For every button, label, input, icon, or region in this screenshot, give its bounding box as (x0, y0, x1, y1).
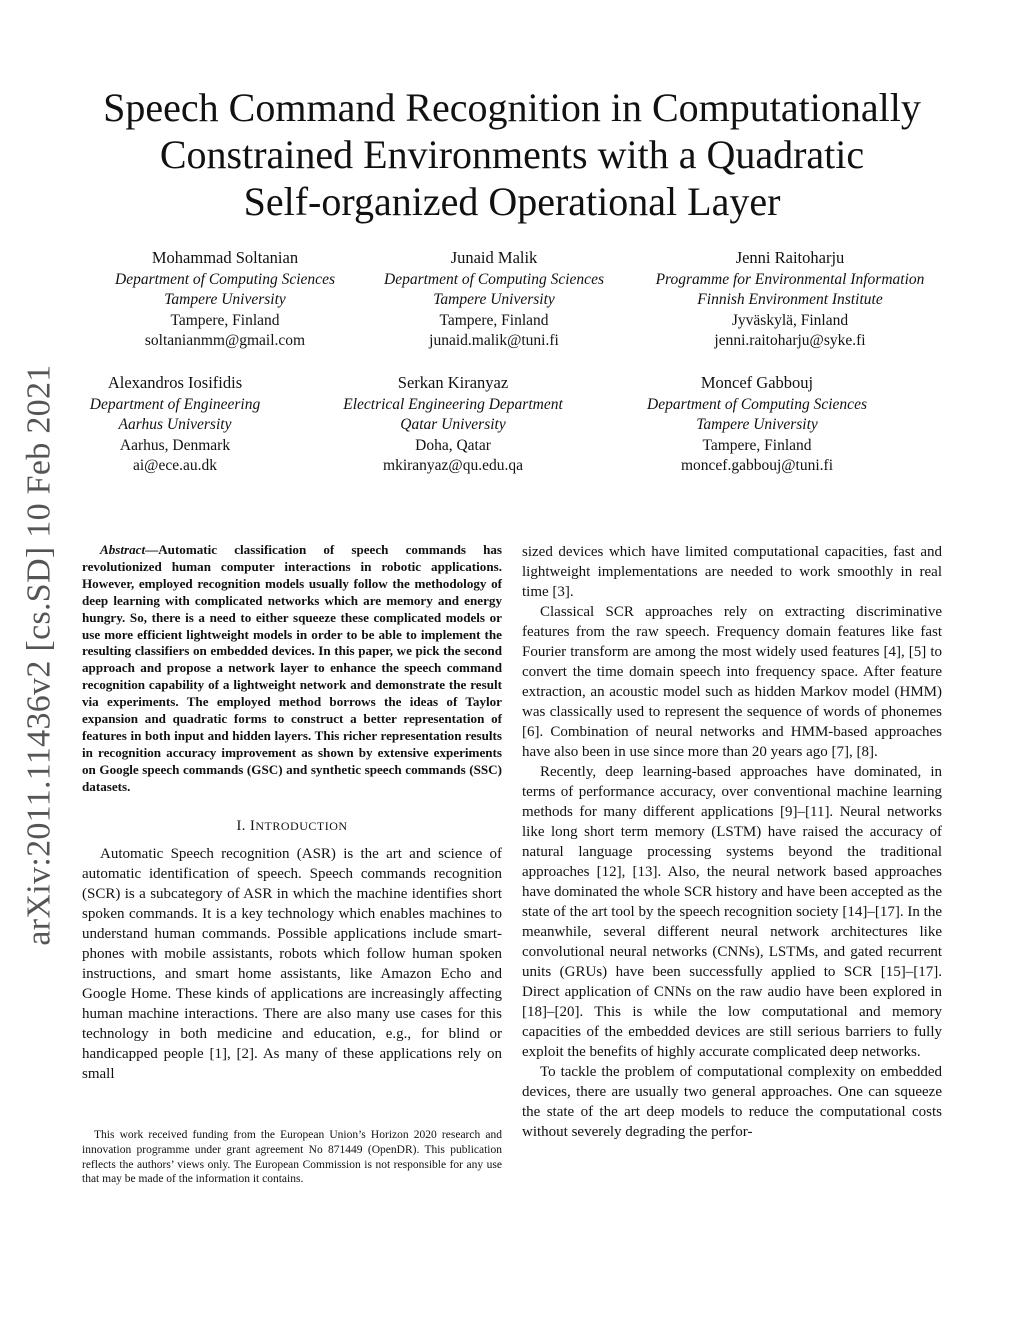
author-email: soltanianmm@gmail.com (144, 332, 306, 350)
author-department: Department of Computing Sciences (115, 270, 335, 288)
author-location: Tampere, Finland (702, 436, 812, 454)
author-institution: Aarhus University (118, 416, 232, 434)
author-email: junaid.malik@tuni.fi (429, 332, 559, 350)
author-institution: Finnish Environment Institute (697, 291, 883, 309)
author-location: Jyväskylä, Finland (731, 311, 849, 329)
author-block (75, 248, 375, 352)
author-block (607, 373, 907, 477)
author-location: Tampere, Finland (439, 311, 549, 329)
section-heading (82, 816, 502, 836)
author-department: Department of Computing Sciences (384, 270, 604, 288)
author-email: jenni.raitoharju@syke.fi (714, 332, 866, 350)
paper-title (80, 84, 944, 225)
author-email: moncef.gabbouj@tuni.fi (680, 457, 834, 475)
author-institution: Tampere University (164, 291, 286, 309)
author-location: Aarhus, Denmark (119, 436, 231, 454)
section-title-rest: NTRODUCTION (255, 818, 348, 833)
abstract-text: Automatic classification of speech commands has revolutionized human computer interactions in robotic applications. However, employed recognition models usually follow the methodology of deep learning with complicated networks which are memory and energy hungry. So, there is a need to either squeeze these complicated models or use more efficient lightweight models in order to be able to implement the resulting classifiers on embedded devices. In this paper, we pick the second approach and propose a network layer to enhance the speech command recognition capability of a lightweight network and demonstrate the result via experiments. The employed method borrows the ideas of Taylor expansion and quadratic forms to construct a better representation of features in both input and hidden layers. This richer representation results in recognition accuracy improvement as shown by extensive experiments on Google speech commands (GSC) and synthetic speech commands (SSC) datasets. (82, 542, 502, 794)
funding-footnote: This work received funding from the European Union’s Horizon 2020 research and innovation programme under grant agreement No 871449 (OpenDR). This publication reflects the authors’ views only. The European Commission is not responsible for any use that may be made of the information it contains. (82, 1129, 502, 1186)
section-number: I. (236, 817, 251, 834)
author-location: Doha, Qatar (415, 436, 491, 454)
body-paragraph: sized devices which have limited computational capacities, fast and lightweight implementations are needed to work smoothly in real time [3]. (522, 544, 942, 600)
abstract-dash: — (145, 542, 159, 557)
author-name: Junaid Malik (450, 248, 538, 267)
title-line: Constrained Environments with a Quadratic (159, 132, 865, 177)
author-name: Mohammad Soltanian (151, 248, 299, 267)
body-paragraph: To tackle the problem of computational complexity on embedded devices, there are usually two general approaches. One can squeeze the state of the art deep models to reduce the computational costs without severely degrading the perfor- (522, 1064, 942, 1140)
author-institution: Qatar University (400, 416, 506, 434)
author-institution: Tampere University (696, 416, 818, 434)
author-name: Alexandros Iosifidis (107, 373, 243, 392)
body-paragraph: Recently, deep learning-based approaches have dominated, in terms of performance accuracy, over conventional machine learning methods for many different applications [9]–[11]. Neural networks like long short term memory (LSTM) have raised the accuracy of natural language processing systems beyond the traditional approaches [12], [13]. Also, the neural network based approaches have dominated the whole SCR history and have been accepted as the state of the art tool by the speech recognition society [14]–[17]. In the meanwhile, several different neural network architectures like convolutional neural networks (CNNs), LSTMs, and gated recurrent units (GRUs) have been successfully applied to SCR [15]–[17]. Direct application of CNNs on the raw audio have been explored in [18]–[20]. This is while the low computational and memory capacities of the embedded devices are still serious barriers to fully exploit the benefits of highly accurate complicated deep networks. (522, 764, 942, 1060)
author-name: Moncef Gabbouj (700, 373, 814, 392)
author-department: Department of Computing Sciences (647, 395, 867, 413)
author-name: Serkan Kiranyaz (397, 373, 509, 392)
author-department: Programme for Environmental Information (655, 270, 925, 288)
abstract-label: Abstract (100, 542, 146, 557)
author-department: Department of Engineering (89, 395, 261, 413)
title-line: Self-organized Operational Layer (243, 179, 781, 224)
abstract (82, 542, 502, 796)
author-email: ai@ece.au.dk (133, 457, 217, 475)
author-department: Electrical Engineering Department (343, 395, 563, 413)
right-column (522, 542, 942, 1142)
body-paragraph: Classical SCR approaches rely on extracting discriminative features from the raw speech. Frequency domain features like fast Fourier transform are among the most widely used features [4], [5] to convert the time domain speech into frequency space. After feature extraction, an acoustic model such as hidden Markov model (HMM) was classically used to represent the sequence of words of phonemes [6]. Combination of neural networks and HMM-based approaches have also been in use since more than 20 years ago [7], [8]. (522, 604, 942, 760)
author-block (303, 373, 603, 477)
author-block (640, 248, 940, 352)
author-location: Tampere, Finland (170, 311, 280, 329)
title-line: Speech Command Recognition in Computationally (103, 85, 921, 130)
section-initial: I (250, 817, 256, 834)
arxiv-identifier: arXiv:2011.11436v2 [cs.SD] 10 Feb 2021 (21, 364, 59, 946)
author-email: mkiranyaz@qu.edu.qa (383, 457, 523, 475)
body-paragraph: Automatic Speech recognition (ASR) is the art and science of automatic identification of speech. Speech commands recognition (SCR) is a subcategory of ASR in which the machine identifies short spoken commands. It is a key technology which enables machines to understand human commands. Possible applications include smart-phones with mobile assistants, robots which follow human spoken instructions, and smart home assistants, like Amazon Echo and Google Home. These kinds of applications are increasingly affecting human machine interactions. There are also many use cases for this technology in both medicine and education, e.g., for blind or handicapped people [1], [2]. As many of these applications rely on small (82, 845, 502, 1082)
author-block (344, 248, 644, 352)
author-name: Jenni Raitoharju (735, 248, 845, 267)
author-institution: Tampere University (433, 291, 555, 309)
left-column (82, 542, 502, 1084)
author-block (25, 373, 325, 477)
